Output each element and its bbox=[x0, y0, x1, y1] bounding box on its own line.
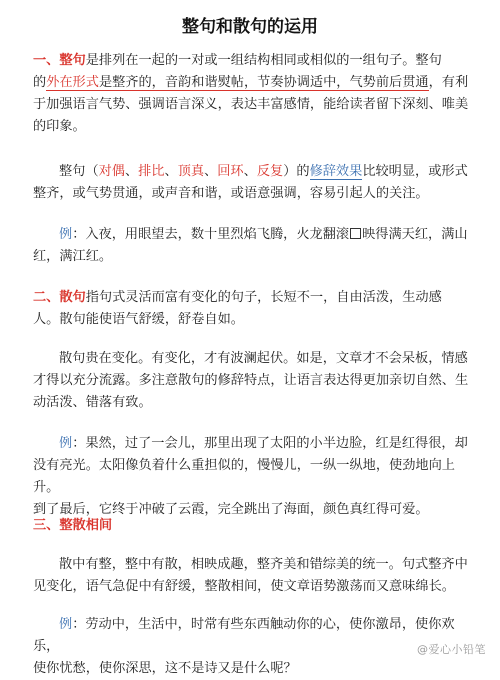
example-2-line-2: 没有亮光。太阳像负着什么重担似的，慢慢儿，一纵一纵地，使劲地向上升。 bbox=[33, 458, 455, 495]
example-1-label: 例 bbox=[59, 227, 73, 242]
mixed-paragraph bbox=[33, 554, 473, 598]
missing-glyph-box-icon bbox=[350, 228, 361, 239]
variation-line-1: 散句贵在变化。有变化，才有波澜起伏。如是，文章才不会呆板，情感 bbox=[59, 351, 468, 366]
mixed-line-2: 见变化，语气急促中有舒缓，整散相间，使文章语势激荡而又意味绵长。 bbox=[33, 579, 455, 594]
example-2-label: 例 bbox=[59, 436, 73, 451]
section-3-line bbox=[33, 515, 473, 537]
rhetoric-pre: 整句（ bbox=[59, 164, 99, 179]
rhetoric-item-duiou: 对偶 bbox=[98, 164, 125, 179]
example-1-line-1-b: 映得满天红，满山 bbox=[362, 227, 468, 242]
section-1-line-1-text: 是排列在一起的一对或一组结构相同或相似的一组句子。整句 bbox=[85, 53, 442, 68]
section-2-heading: 二、散句 bbox=[33, 290, 86, 305]
rhetoric-line-2: 整齐，或气势贯通，或声音和谐，或语意强调，容易引起人的关注。 bbox=[33, 186, 429, 201]
page-title: 整句和散句的运用 bbox=[182, 17, 318, 37]
section-2-paragraph bbox=[33, 287, 473, 331]
example-1-line-1 bbox=[33, 224, 473, 246]
example-2-line-1-a: ：果然，过了一会儿，那里出现了太阳的小半边脸，红是红得很，却 bbox=[72, 436, 468, 451]
example-1-line-2: 红，满江红。 bbox=[33, 249, 113, 264]
section-2-line-1-text: 指句式灵活而富有变化的句子，长短不一，自由活泼，生动感 bbox=[85, 290, 442, 305]
rhetoric-line-1 bbox=[33, 161, 473, 183]
section-2-line-1 bbox=[33, 287, 473, 309]
example-2-paragraph bbox=[33, 433, 473, 521]
section-1-line-2-post: ，有利 bbox=[428, 75, 469, 90]
example-2-line-1 bbox=[33, 433, 473, 455]
mixed-line-1: 散中有整，整中有散，相映成趣，整齐美和错综美的统一。句式整齐中 bbox=[59, 557, 468, 572]
rhetoric-sep: 、 bbox=[204, 164, 218, 179]
variation-paragraph bbox=[33, 348, 473, 414]
rhetoric-item-paibi: 排比 bbox=[138, 164, 165, 179]
example-3-label: 例 bbox=[59, 617, 73, 632]
section-3-heading: 三、整散相间 bbox=[33, 518, 113, 533]
rhetoric-sep: 、 bbox=[164, 164, 178, 179]
rhetoric-sep: 、 bbox=[124, 164, 139, 179]
rhetoric-item-huihuan: 回环 bbox=[217, 164, 244, 179]
example-2-line-3: 到了最后，它终于冲破了云霞，完全跳出了海面，颜色真红得可爱。 bbox=[33, 502, 429, 517]
variation-line-3: 动活泼、错落有致。 bbox=[33, 395, 152, 410]
example-3-paragraph bbox=[33, 614, 473, 680]
example-1-paragraph bbox=[33, 224, 473, 268]
rhetoric-item-dingzhen: 顶真 bbox=[177, 164, 205, 179]
section-1-line-3: 于加强语言气势、强调语言深义，表达丰富感情，能给读者留下深刻、唯美 bbox=[33, 97, 469, 112]
section-2-line-2: 人。散句能使语气舒缓，舒卷自如。 bbox=[33, 312, 244, 327]
rhetoric-paragraph bbox=[33, 161, 473, 205]
rhetoric-sep: 、 bbox=[243, 164, 257, 179]
section-1-paragraph bbox=[33, 50, 473, 138]
watermark bbox=[417, 641, 486, 657]
example-3-line-2: 使你忧愁，使你深思，这不是诗又是什么呢？ bbox=[33, 661, 297, 676]
section-1-line-4: 的印象。 bbox=[33, 119, 86, 134]
outer-form-highlight: 外在形式 bbox=[46, 75, 99, 90]
section-1-line-2-pre: 的 bbox=[33, 75, 47, 90]
example-3-line-1-a: ：劳动中，生活中，时常有些东西触动你的心，使你激昂，使你欢乐， bbox=[33, 617, 455, 654]
section-1-line-2 bbox=[33, 72, 473, 94]
rhetoric-effect: 修辞效果 bbox=[309, 164, 363, 179]
section-1-line-1 bbox=[33, 50, 473, 72]
example-3-line-1 bbox=[33, 614, 473, 658]
variation-line-2: 才得以充分流露。多注意散句的修辞特点，让语言表达得更加亲切自然、生 bbox=[33, 373, 469, 388]
outer-form-underlined: 是整齐的，音韵和谐熨帖，节奏协调适中，气势前后贯通 bbox=[98, 75, 429, 90]
section-1-heading: 一、整句 bbox=[33, 53, 86, 68]
section-3-heading-row bbox=[33, 515, 473, 537]
rhetoric-close: ）的 bbox=[283, 164, 310, 179]
rhetoric-line-1-post: 比较明显，或形式 bbox=[362, 164, 468, 179]
example-1-line-1-a: ：入夜，用眼望去，数十里烈焰飞腾，火龙翻滚 bbox=[72, 227, 350, 242]
watermark-text: @爱心小铅笔 bbox=[417, 643, 486, 656]
rhetoric-item-fanfu: 反复 bbox=[256, 164, 284, 179]
